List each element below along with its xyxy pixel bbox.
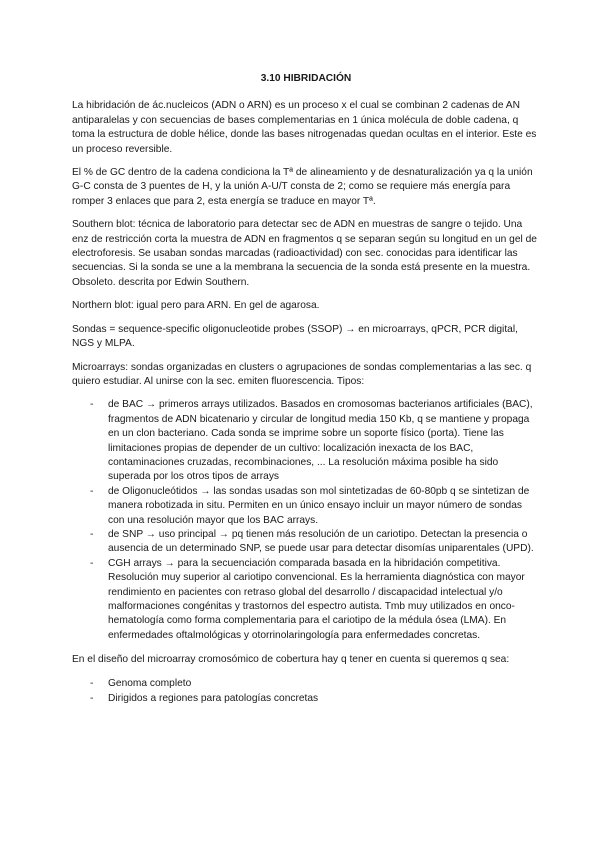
paragraph-microarrays: Microarrays: sondas organizadas en clusters o agrupaciones de sondas complementarias a las sec. q quiero estudiar. Al unirse con la sec. emiten fluorescencia. Tipos: — [72, 361, 532, 387]
list-item-text: Dirigidos a regiones para patologías concretas — [108, 693, 319, 705]
dash-bullet: - — [90, 677, 94, 689]
microarray-types-list — [72, 398, 540, 643]
list-item — [72, 557, 540, 643]
paragraph-northern-blot: Northern blot: igual pero para ARN. En gel de agarosa. — [72, 300, 320, 312]
coverage-options-list — [72, 677, 540, 707]
list-item — [72, 677, 540, 691]
paragraph-probes: Sondas = sequence-specific oligonucleotide probes (SSOP) → en microarrays, qPCR, PCR digital, NGS y MLPA. — [72, 323, 518, 350]
list-item-text: Genoma completo — [108, 677, 192, 689]
list-item-text: CGH arrays → para la secuenciación comparada basada en la hibridación competitiva. Resolución muy superior al cariotipo convencional. Es la herramienta diagnóstica con mayor rendimiento en pacientes con retraso global del desarrollo / discapacidad intelectual y/o malformaciones congénitas y trastornos del espectro autista. Tmb muy utilizados en onco-hematología como forma complementaria para el cariotipo de la médula ósea (LMA). En enfermedades oftalmológicas y otorrinolaringología para enfermedades concretas. — [108, 557, 525, 641]
dash-bullet: - — [90, 485, 94, 497]
list-item — [72, 528, 540, 557]
section-title: 3.10 HIBRIDACIÓN — [260, 73, 352, 84]
list-item-text: de BAC → primeros arrays utilizados. Basados en cromosomas bacterianos artificiales (BAC), fragmentos de ADN bicatenario y circular de longitud media 150 Kb, q se mantiene y propaga en un clon bacteriano. Cada sonda se imprime sobre un soporte físico (porta). Tiene las limitaciones propias de depender de un cultivo: localización inexacta de los BAC, contaminaciones cruzadas, recombinaciones, ... La resolución máxima posible ha sido superada por los otros tipos de arrays — [108, 399, 533, 483]
dash-bullet: - — [90, 557, 94, 569]
paragraph-southern-blot: Southern blot: técnica de laboratorio para detectar sec de ADN en muestras de sangre o tejido. Una enz de restricción corta la muestra de ADN en fragmentos q se separan según su longitud en un gel de electroforesis. Se usaban sondas marcadas (radioactividad) con sec. conocidas para identificar las secuencias. Si la sonda se une a la membrana la secuencia de la sonda está presente en la muestra. Obsoleto. descrita por Edwin Southern. — [72, 219, 537, 288]
list-item — [72, 485, 540, 528]
paragraph-gc-content: El % de GC dentro de la cadena condiciona la Tª de alineamiento y de desnaturalización ya q la unión G-C consta de 3 puentes de H, y la unión A-U/T consta de 2; como se requiere más energía para romper 3 enlaces que para 2, esta energía se traduce en mayor Tª. — [72, 167, 533, 207]
list-item-text: de SNP → uso principal → pq tienen más resolución de un cariotipo. Detectan la presencia o ausencia de un determinado SNP, se puede usar para detectar disomías uniparentales (UPD). — [108, 528, 534, 555]
list-item — [72, 398, 540, 484]
dash-bullet: - — [90, 399, 94, 411]
paragraph-design: En el diseño del microarray cromosómico de cobertura hay q tener en cuenta si queremos q sea: — [72, 654, 510, 666]
paragraph-hybridization-definition: La hibridación de ác.nucleicos (ADN o ARN) es un proceso x el cual se combinan 2 cadenas de AN antiparalelas y con secuencias de bases complementarias en 1 única molécula de doble cadena, q toma la estructura de doble hélice, donde las bases nitrogenadas quedan ocultas en el interior. Este es un proceso reversible. — [72, 100, 537, 155]
dash-bullet: - — [90, 528, 94, 540]
list-item — [72, 692, 540, 706]
list-item-text: de Oligonucleótidos → las sondas usadas son mol sintetizadas de 60-80pb q se sintetizan de manera robotizada in situ. Permiten en un único ensayo incluir un mayor número de sondas con una resolución mayor que los BAC arrays. — [108, 485, 530, 526]
dash-bullet: - — [90, 693, 94, 705]
